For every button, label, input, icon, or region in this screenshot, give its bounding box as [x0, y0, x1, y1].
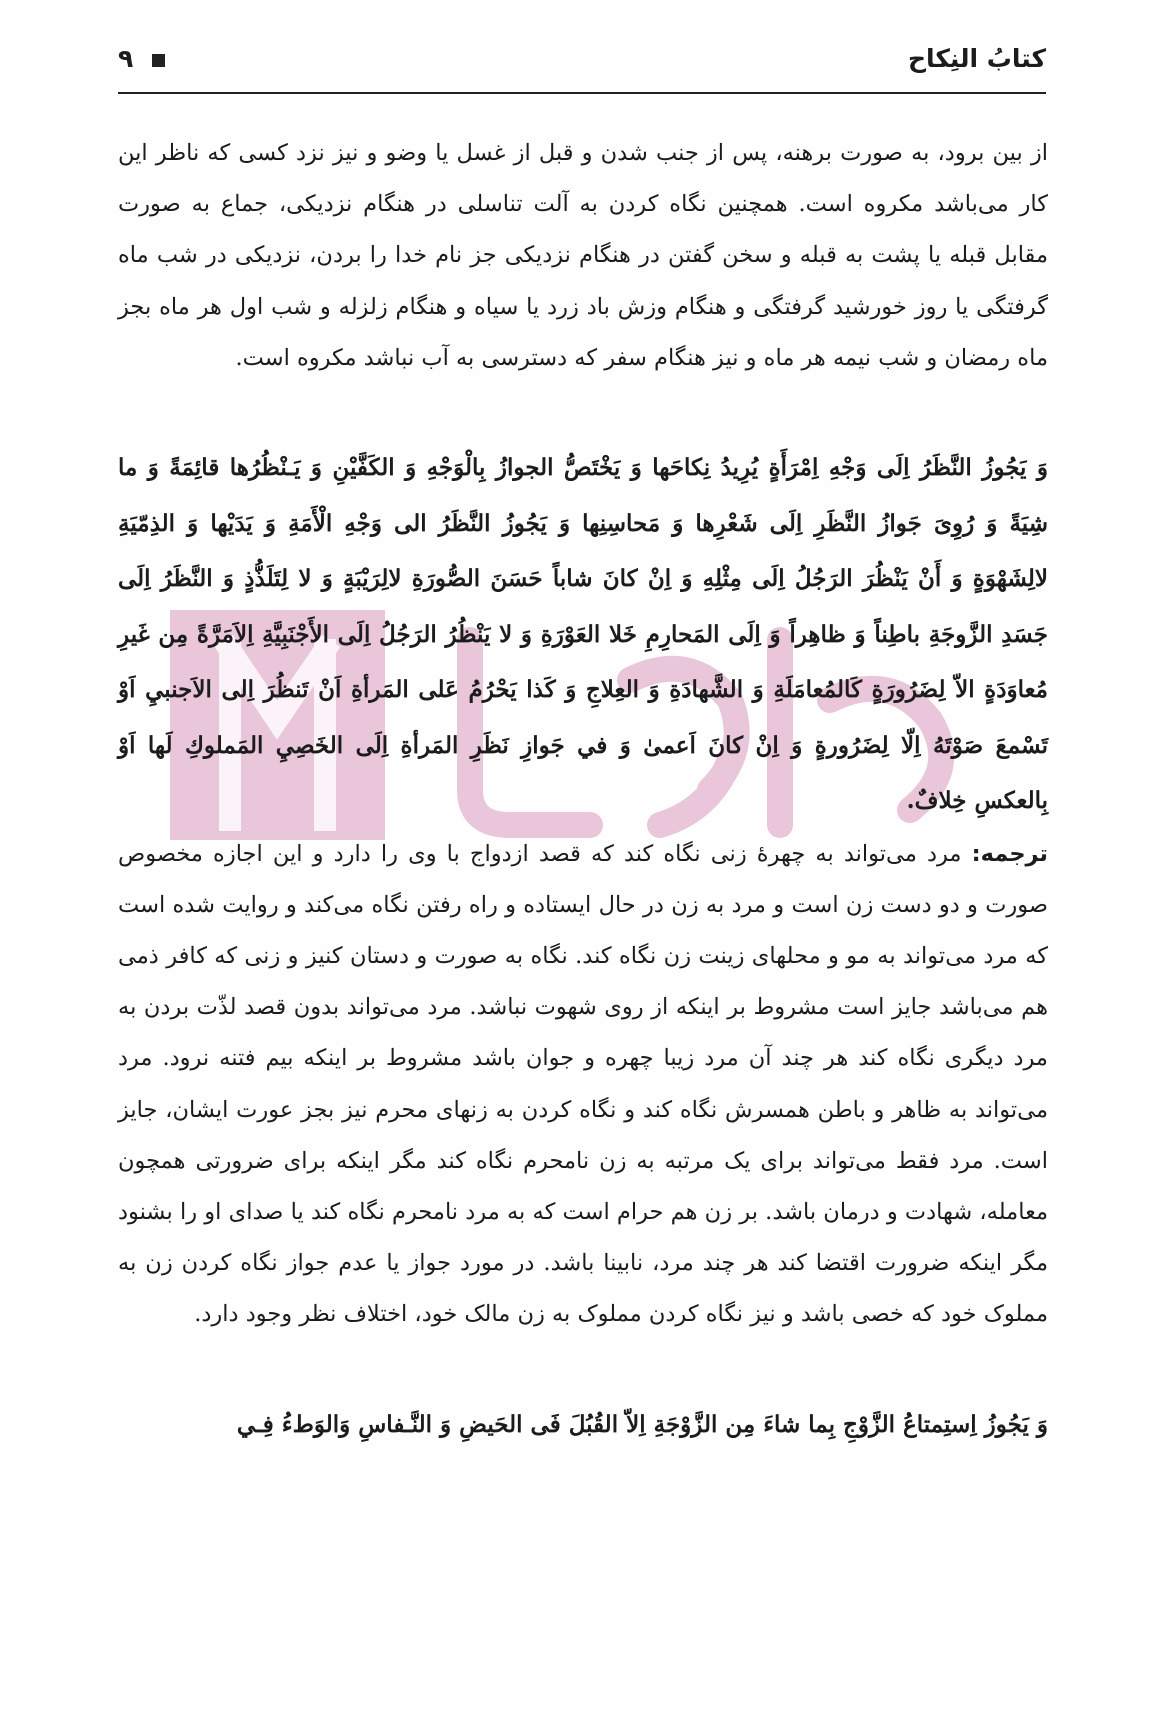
page-number-block: [118, 44, 165, 73]
arabic-text-block: وَ يَجُوزُ اِستِمتاعُ الزَّوْجِ بِما شاءَ مِن الزَّوْجَةِ اِلاّ القُبُلَ فَى الحَيضِ وَ النَّـفاسِ وَالوَطءُ فِـي: [236, 1410, 1048, 1438]
paragraph-gap: [118, 1341, 1048, 1397]
arabic-text-block: وَ يَجُوزُ النَّظَرُ اِلَى وَجْهِ اِمْرَأَةٍ يُرِيدُ نِكاحَها وَ يَخْتَصُّ الجوازُ بِالْوَجْهِ وَ الكَفَّيْنِ وَ يَـنْظُرُها قائِمَةً وَ ما شِيَةً وَ رُوِىَ جَوازُ النَّظَرِ اِلَى شَعْرِها وَ مَحاسِنِها وَ يَجُوزُ النَّظَرُ الى وَجْهِ الْأَمَةِ وَ يَدَيْها وَ الذِمّيَةِ لالِشَهْوَةٍ وَ أَنْ يَنْظُرَ الرَجُلُ اِلَى مِثْلِهِ وَ اِنْ كانَ شاباً حَسَنَ الصُّورَةِ لالِرَيْبَةٍ وَ لا لِتَلَذُّذٍ وَ النَّظَرُ اِلَى جَسَدِ الزَّوجَةِ باطِناً وَ ظاهِراً وَ اِلَى المَحارِمِ خَلا العَوْرَةِ وَ لا يَنْظُرُ الرَجُلُ اِلَى الأَجْنَبِيَّةِ اِلاَمَرَّةً مِن غَيرِ مُعاوَدَةٍ الاّ لِضَرُورَةٍ كَالمُعامَلَةِ وَ الشَّهادَةِ وَ العِلاجِ وَ كَذا يَحْرُمُ عَلى المَرأةِ اَنْ تَنظُرَ اِلى الاَجنبيِ اَوْ تَسْمعَ صَوْتَهُ اِلّا لِضَرُورةٍ وَ اِنْ كانَ اَعمىٰ وَ في جَوازِ نَظَرِ المَرأةِ اِلَى الخَصِيِ المَملوكِ لَها اَوْ بِالعكسِ خِلافٌ.: [118, 454, 1048, 815]
translation-paragraph: [118, 829, 1048, 1341]
persian-paragraph: از بین برود، به صورت برهنه، پس از جنب شدن و قبل از غسل یا وضو و نیز نزد کسی که ناظر این کار می‌باشد مکروه است. همچنین نگاه کردن به آلت تناسلی در هنگام نزدیکی، جماع به صورت مقابل قبله یا پشت به قبله و سخن گفتن در هنگام نزدیکی جز نام خدا را بردن، نزدیکی در شب ماه گرفتگی یا روز خورشید گرفتگی و هنگام وزش باد زرد یا سیاه و هنگام زلزله و شب اول هر ماه بجز ماه رمضان و شب نیمه هر ماه و نیز هنگام سفر که دسترسی به آب نباشد مکروه است.: [118, 140, 1048, 371]
paragraph-gap: [118, 384, 1048, 440]
page-body: [118, 128, 1048, 1452]
translation-text: مرد می‌تواند به چهرهٔ زنی نگاه کند که قصد ازدواج با وی را دارد و این اجازه مخصوص صورت و دو دست زن است و مرد به زن در حال ایستاده و راه رفتن نگاه می‌کند و روایت شده است که مرد می‌تواند به مو و محلهای زینت زن نگاه کند. نگاه به صورت و دستان کنیز و زنی که کافر ذمی هم می‌باشد جایز است مشروط بر اینکه از روی شهوت نباشد. مرد می‌تواند بدون قصد لذّت بردن به مرد دیگری نگاه کند هر چند آن مرد زیبا چهره و جوان باشد مشروط بر اینکه بیم فتنه نرود. مرد می‌تواند به ظاهر و باطن همسرش نگاه کند و نگاه کردن به زنهای محرم نیز بجز عورت ایشان، جایز است. مرد فقط می‌تواند برای یک مرتبه به زن نامحرم نگاه کند مگر اینکه برای ضرورتی همچون معامله، شهادت و درمان باشد. بر زن هم حرام است که به مرد نامحرم نگاه کند یا صدای او را بشنود مگر اینکه ضرورت اقتضا کند هر چند مرد، نابینا باشد. در مورد جواز یا عدم جواز نگاه کردن زن به مملوک خود که خصی باشد و نیز نگاه کردن مملوک به زن مالک خود، اختلاف نظر وجود دارد.: [118, 840, 1048, 1328]
translation-label: ترجمه:: [971, 840, 1048, 867]
page-number: ۹: [118, 44, 134, 73]
square-bullet-icon: [152, 54, 165, 67]
header-rule: [118, 92, 1046, 94]
page-header: [118, 38, 1046, 94]
book-title: كتابُ النِكاح: [907, 44, 1046, 73]
